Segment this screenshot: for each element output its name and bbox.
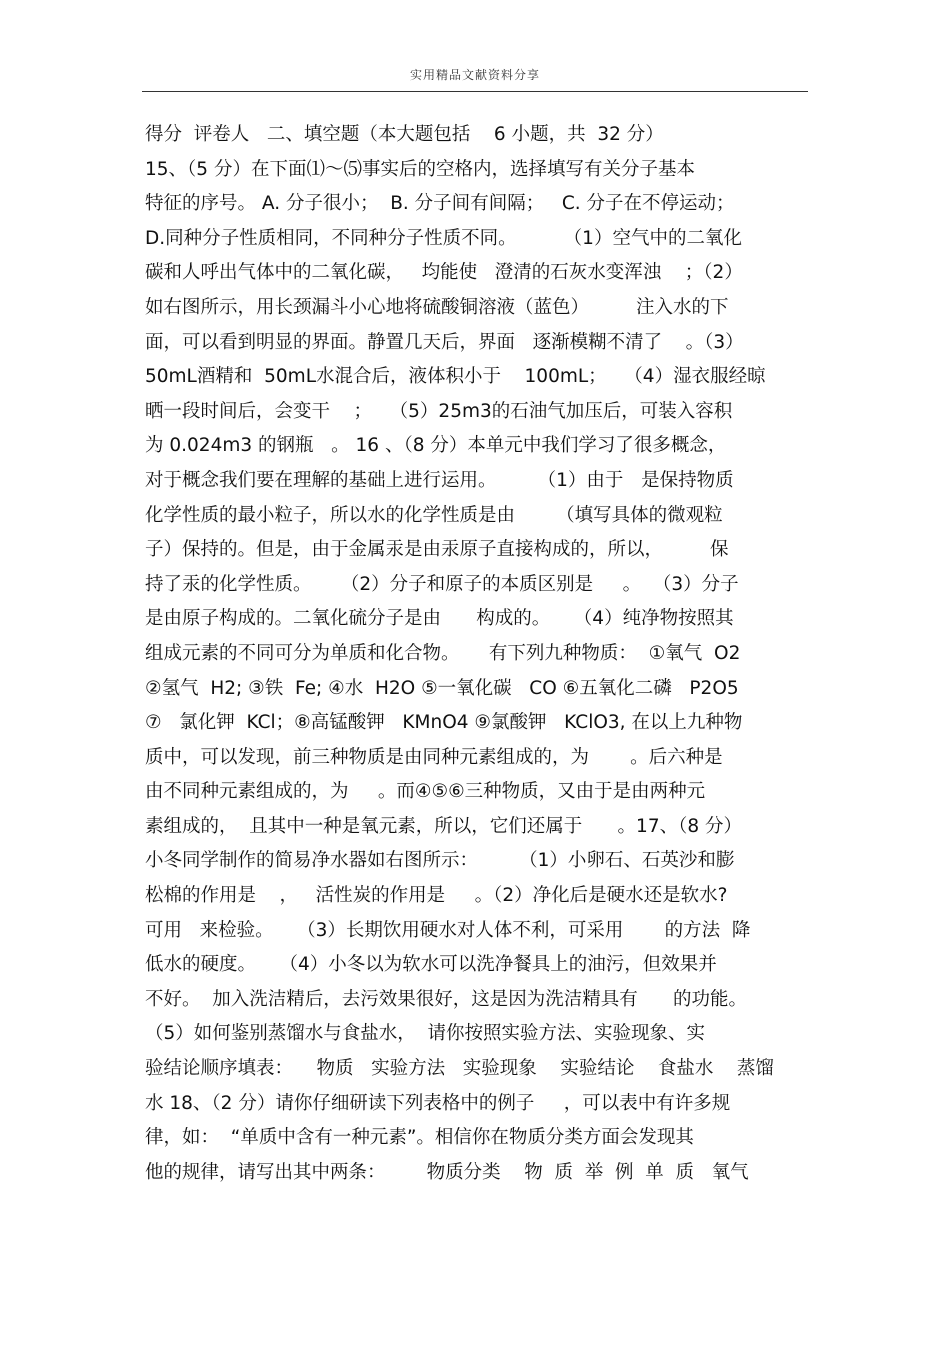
document-body (145, 118, 825, 1190)
text-line: 15、（5 分）在下面⑴～⑸事实后的空格内，选择填写有关分子基本 (145, 158, 695, 180)
text-line: 面，可以看到明显的界面。静置几天后，界面 逐渐模糊不清了 。（3） (145, 331, 744, 353)
text-line: 得分 评卷人 二、填空题（本大题包括 6 小题，共 32 分） (145, 124, 664, 145)
text-line: ⑦ 氯化钾 KCl；⑧高锰酸钾 KMnO4 ⑨氯酸钾 KClO3, 在以上九种物 (145, 712, 743, 734)
text-line: 质中，可以发现，前三种物质是由同种元素组成的，为 。后六种是 (145, 746, 723, 768)
text-line: 不好。 加入洗洁精后，去污效果很好，这是因为洗洁精具有 的功能。 (145, 988, 748, 1010)
text-line: 特征的序号。 A. 分子很小； B. 分子间有间隔； C. 分子在不停运动； (145, 193, 735, 215)
header-divider (142, 91, 808, 92)
text-line: D.同种分子性质相同，不同种分子性质不同。 （1）空气中的二氧化 (145, 227, 742, 249)
text-line: 对于概念我们要在理解的基础上进行运用。 （1）由于 是保持物质 (145, 469, 734, 491)
text-line: 素组成的， 且其中一种是氧元素，所以，它们还属于 。17、（8 分） (145, 815, 742, 837)
text-line: 为 0.024m3 的钢瓶 。 16 、（8 分）本单元中我们学习了很多概念， (145, 435, 727, 457)
text-line: 如右图所示，用长颈漏斗小心地将硫酸铜溶液（蓝色） 注入水的下 (145, 296, 729, 318)
text-line: 水 18、（2 分）请你仔细研读下列表格中的例子 ，可以表中有许多规 (145, 1092, 731, 1114)
text-line: 组成元素的不同可分为单质和化合物。 有下列九种物质： ①氧气 O2 (145, 642, 741, 664)
text-line: 可用 来检验。 （3）长期饮用硬水对人体不利，可采用 的方法 降 (145, 919, 751, 941)
page-header: 实用精品文献资料分享 (409, 68, 540, 82)
text-line: 验结论顺序填表： 物质 实验方法 实验现象 实验结论 食盐水 蒸馏 (145, 1058, 774, 1080)
text-line: 他的规律，请写出其中两条： 物质分类 物 质 举 例 单 质 氧气 (145, 1161, 749, 1183)
text-line: 松棉的作用是 ， 活性炭的作用是 。（2）净化后是硬水还是软水? (145, 885, 728, 907)
text-line: 是由原子构成的。二氧化硫分子是由 构成的。 （4）纯净物按照其 (145, 608, 734, 630)
text-line: ②氢气 H2; ③铁 Fe; ④水 H2O ⑤一氧化碳 CO ⑥五氧化二磷 P2O5 (145, 677, 739, 699)
text-line: 50mL酒精和 50mL水混合后，液体积小于 100mL； （4）湿衣服经晾 (145, 366, 766, 388)
text-line: 持了汞的化学性质。 （2）分子和原子的本质区别是 。 （3）分子 (145, 573, 739, 595)
text-line: 化学性质的最小粒子，所以水的化学性质是由 （填写具体的微观粒 (145, 504, 723, 526)
text-line: 晒一段时间后，会变干 ； （5）25m3的石油气加压后，可装入容积 (145, 400, 733, 422)
text-line: 低水的硬度。 （4）小冬以为软水可以洗净餐具上的油污，但效果并 (145, 954, 717, 976)
text-line: 小冬同学制作的简易净水器如右图所示： （1）小卵石、石英沙和膨 (145, 850, 735, 872)
text-line: 碳和人呼出气体中的二氧化碳， 均能使 澄清的石灰水变浑浊 ；（2） (145, 262, 743, 284)
text-line: 由不同种元素组成的，为 。而④⑤⑥三种物质，又由于是由两种元 (145, 781, 706, 803)
text-line: （5）如何鉴别蒸馏水与食盐水， 请你按照实验方法、实验现象、实 (145, 1023, 706, 1045)
text-line: 子）保持的。但是，由于金属汞是由汞原子直接构成的，所以， 保 (145, 539, 729, 561)
text-line: 律，如： “单质中含有一种元素”。相信你在物质分类方面会发现其 (145, 1127, 694, 1149)
